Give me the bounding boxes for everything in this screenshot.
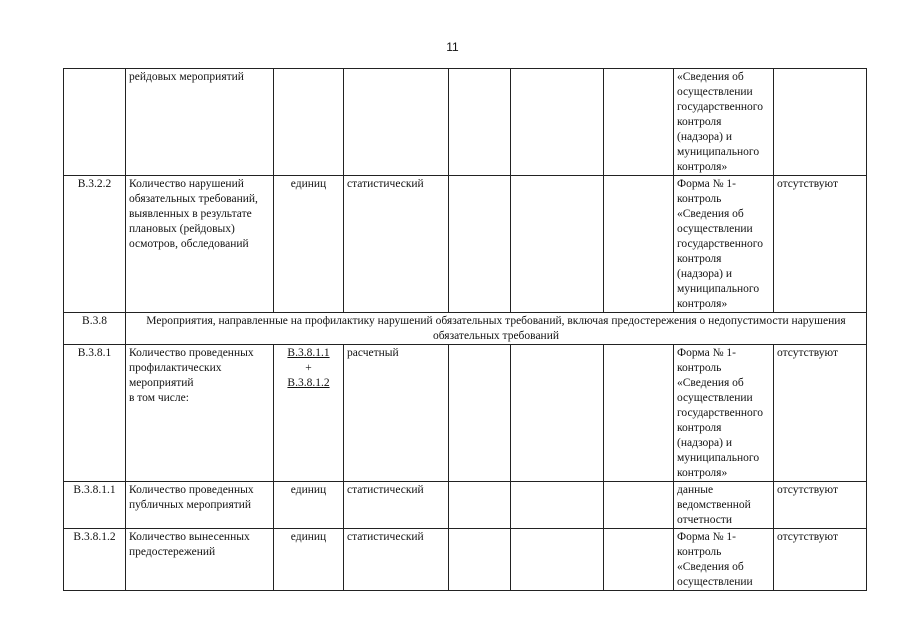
cell-empty	[604, 176, 674, 313]
table-row	[64, 482, 867, 529]
indicator-name-note: в том числе:	[129, 392, 189, 404]
cell-indicator-name: Количество нарушений обязательных требований, выявленных в результате плановых (рейдовых) осмотров, обследований	[126, 176, 274, 313]
table-row	[64, 529, 867, 591]
section-row	[64, 313, 867, 345]
cell-empty	[511, 482, 604, 529]
cell-empty	[511, 345, 604, 482]
cell-empty	[511, 529, 604, 591]
cell-empty	[511, 69, 604, 176]
cell-source: «Сведения об осуществлении государственного контроля (надзора) и муниципального контроля»	[674, 69, 774, 176]
cell-indicator-name: Количество проведенных публичных мероприятий	[126, 482, 274, 529]
cell-source: данные ведомственной отчетности	[674, 482, 774, 529]
section-title: Мероприятия, направленные на профилактику нарушений обязательных требований, включая предостережения о недопустимости нарушения обязательных требований	[126, 313, 867, 345]
indicator-name-text: Количество проведенных профилактических мероприятий	[129, 347, 254, 389]
cell-code: В.3.8.1.1	[64, 482, 126, 529]
cell-empty	[604, 345, 674, 482]
cell-empty	[604, 482, 674, 529]
cell-value	[774, 69, 867, 176]
cell-method: статистический	[344, 482, 449, 529]
cell-indicator-name: рейдовых мероприятий	[126, 69, 274, 176]
section-code: В.3.8	[64, 313, 126, 345]
cell-unit: единиц	[274, 482, 344, 529]
cell-method: расчетный	[344, 345, 449, 482]
cell-empty	[604, 529, 674, 591]
cell-empty	[449, 69, 511, 176]
page-number: 11	[446, 40, 459, 54]
formula-operand-b: В.3.8.1.2	[287, 377, 330, 389]
cell-code	[64, 69, 126, 176]
cell-source: Форма № 1-контроль «Сведения об осуществлении государственного контроля (надзора) и муниципального контроля»	[674, 345, 774, 482]
cell-method	[344, 69, 449, 176]
cell-empty	[511, 176, 604, 313]
cell-value: отсутствуют	[774, 482, 867, 529]
indicators-table	[63, 68, 867, 591]
formula-operator: +	[305, 362, 312, 374]
cell-code: В.3.2.2	[64, 176, 126, 313]
cell-unit: единиц	[274, 176, 344, 313]
cell-empty	[449, 176, 511, 313]
cell-value: отсутствуют	[774, 176, 867, 313]
cell-empty	[449, 345, 511, 482]
cell-indicator-name	[126, 345, 274, 482]
cell-unit: единиц	[274, 529, 344, 591]
cell-code: В.3.8.1.2	[64, 529, 126, 591]
table-row	[64, 176, 867, 313]
table-row	[64, 345, 867, 482]
cell-source: Форма № 1-контроль «Сведения об осуществлении государственного контроля (надзора) и муниципального контроля»	[674, 176, 774, 313]
cell-indicator-name: Количество вынесенных предостережений	[126, 529, 274, 591]
cell-code: В.3.8.1	[64, 345, 126, 482]
cell-method: статистический	[344, 529, 449, 591]
cell-unit	[274, 69, 344, 176]
table-row	[64, 69, 867, 176]
formula-operand-a: В.3.8.1.1	[287, 347, 330, 359]
cell-empty	[604, 69, 674, 176]
cell-source: Форма № 1-контроль «Сведения об осуществлении	[674, 529, 774, 591]
cell-value: отсутствуют	[774, 345, 867, 482]
cell-formula	[274, 345, 344, 482]
cell-empty	[449, 482, 511, 529]
cell-method: статистический	[344, 176, 449, 313]
cell-empty	[449, 529, 511, 591]
cell-value: отсутствуют	[774, 529, 867, 591]
